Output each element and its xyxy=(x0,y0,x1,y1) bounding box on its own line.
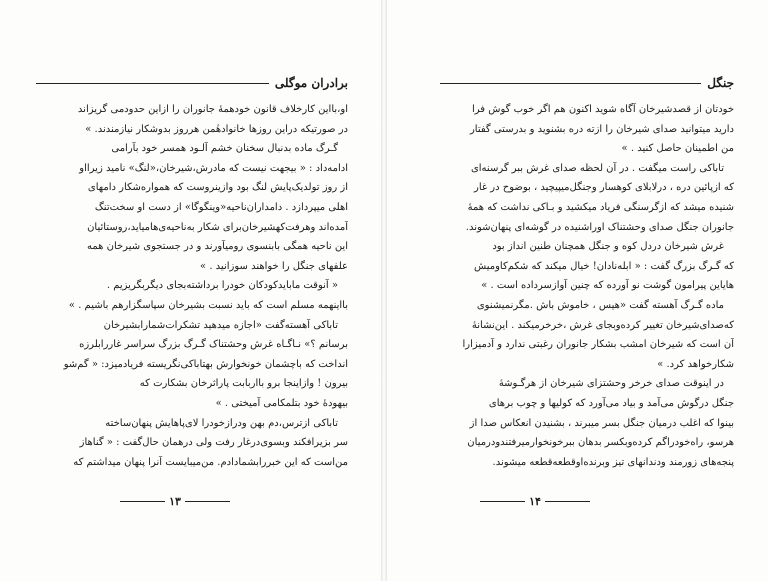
text-line: خودتان از قصدشیرخان آگاه شوید اکنون هم اگر خوب گوش فرا xyxy=(472,104,734,115)
text-line: پنجه‌های زورمند ودندانهای تیز وبرنده‌اوقطعه‌قطعه میشوند. xyxy=(492,456,734,468)
right-page xyxy=(384,0,768,581)
text-line: در اینوقت صدای خرخر وحشتزای شیرخان از هرگـوشهٔ xyxy=(498,378,724,390)
text-line: او،بااین کارخلاف قانون خودهمهٔ جانوران را ازاین حدودمی گریزاند xyxy=(77,104,348,115)
right-page-body xyxy=(434,100,734,472)
text-line: گـرگ ماده بدنبال سخنان خشم آلـود همسر خود بآرامی xyxy=(111,143,338,155)
text-line: هایاین پیرامون گوشت نو آورده که چنین آوازسرداده است . » xyxy=(481,280,734,292)
text-line: بیرون ! وازاینجا برو بااربابت پاراثرخان بشکارت که xyxy=(139,378,348,390)
text-line: آمده‌اند وهرفت‌کهشیرخان‌برای شکار به‌ناحیه‌ی‌هامیاید،روستائیان xyxy=(87,221,348,233)
footer-dash xyxy=(185,501,230,502)
text-line: بیهودهٔ خود بتلمکامی آمیختی . » xyxy=(215,397,348,409)
header-rule xyxy=(440,83,701,84)
text-line: که‌صدای‌شیرخان تغییر کرده‌وبجای غرش ،خرخرمیکند . این‌نشانهٔ xyxy=(471,319,734,331)
text-line: شکارخواهد کرد. » xyxy=(657,358,734,370)
text-line: من‌است که این خبررابشمادادم. من‌میبایست آنرا پنهان میداشتم که xyxy=(73,456,348,468)
text-line: از روز تولدیک‌پایش لنگ بود وازینروست که همواره‌شکار دامهای xyxy=(87,182,348,194)
text-line: آن است که شیرخان امشب بشکار جانوران رغبتی ندارد و آدمیزارا xyxy=(462,339,734,351)
text-line: ماده گـرگ آهسته گفت «هیس ، خاموش باش .مگرنمیشنوی xyxy=(476,299,724,311)
text-line: این ناحیه همگی بابنسوی رومیآورند و در جستجوی شیرخان همه xyxy=(87,241,348,253)
text-line: جنگل درگوش می‌آمد و بیاد می‌آورد که کولیها و چوب برهای xyxy=(488,397,734,409)
header-rule xyxy=(36,83,269,84)
text-line: باا‌ینهمه مسلم است که باید نسبت بشیرخان سپاسگزارهم باشیم . » xyxy=(68,299,348,311)
text-line: ادامه‌داد : « بیجهت نیست که مادرش،شیرخان،«لنگ» نامید زیرااو xyxy=(79,162,348,174)
text-line: « آنوقت مابایدکودکان خودرا برداشته‌بجای دیگربگریزیم . xyxy=(106,280,338,292)
text-line: من اطمینان حاصل کنید . » xyxy=(621,143,734,155)
left-page-number: ۱۳ xyxy=(169,494,181,508)
left-page-body xyxy=(30,100,348,472)
left-page-footer xyxy=(120,494,230,508)
text-line: تاباکی آهسته‌گفت «اجازه میدهید تشکرات‌شمارا‌بشیرخان xyxy=(103,319,338,331)
right-page-title: جنگل xyxy=(707,76,734,90)
text-line: تاباکی راست میگفت . در آن لحظه صدای غرش ببر گرسنه‌ای xyxy=(470,162,724,174)
text-line: تاباکی از‌ترس،دم بهن ودرازخودرا لای‌پاهایش پنهان‌ساخته xyxy=(105,417,338,429)
footer-dash xyxy=(120,501,165,502)
text-line: اهلی میپردازد . دامداران‌ناحیه«وینگوگا» از دست او سخت‌تنگ xyxy=(94,201,348,213)
footer-dash xyxy=(480,501,525,502)
right-page-header xyxy=(434,74,734,92)
right-page-footer xyxy=(480,494,590,508)
text-line: هرسو، راه‌خودراگم کرده‌وبکسر بدهان ببرخونخوارمیرفتندودرمیان xyxy=(467,437,734,449)
text-line: سر بزیرافکند وبسوی‌درغار رفت ولی درهمان حال‌گفت : « گناهاز xyxy=(79,437,348,449)
text-line: دارید میتوانید صدای شیرخان را ازته دره بشنوید و بدرستی گفتار xyxy=(469,123,734,135)
left-page-title: برادران موگلی xyxy=(274,76,348,90)
text-line: انداخت که باچشمان خونخوارش بهتاباکی‌نگریسته فریادمیزد: « گم‌شو xyxy=(63,358,348,370)
text-line: جانوران جنگل صدای وحشتناک او‌راشنیده در گوشه‌ای پنهان‌شوند. xyxy=(465,221,734,233)
text-line: علفهای جنگل را خواهند سوزانید . » xyxy=(200,260,348,272)
right-page-number: ۱۴ xyxy=(529,494,541,508)
text-line: در صورتیکه دراین روزها خانوادهٔمن هرروز بدوشکار نیازمندند. » xyxy=(85,123,348,135)
text-line: شنیده میشد که ازگرسنگی فریاد میکشید و بـاکی نداشت که همهٔ xyxy=(467,201,734,213)
text-line: بینوا که اغلب درمیان جنگل بسر میبرند ، بشنیدن انعکاس صدا از xyxy=(469,417,734,429)
text-line: که ازپائین دره ، درلابلای کوهسار وجنگل‌میپیچید ، بوضوح در غار xyxy=(474,182,734,194)
left-page-header xyxy=(30,74,348,92)
footer-dash xyxy=(545,501,590,502)
text-line: برسانم ؟» نـاگـاه غرش وحشتناک گـرگ بزرگ سراسر غاررابلرزه xyxy=(79,339,348,351)
text-line: غرش شیرخان دردل کوه و جنگل همچنان طنین انداز بود xyxy=(492,241,724,253)
text-line: که گـرگ بزرگ گفت : « ابله‌نادان! خیال میکند که شکم‌کاومیش xyxy=(473,260,734,272)
